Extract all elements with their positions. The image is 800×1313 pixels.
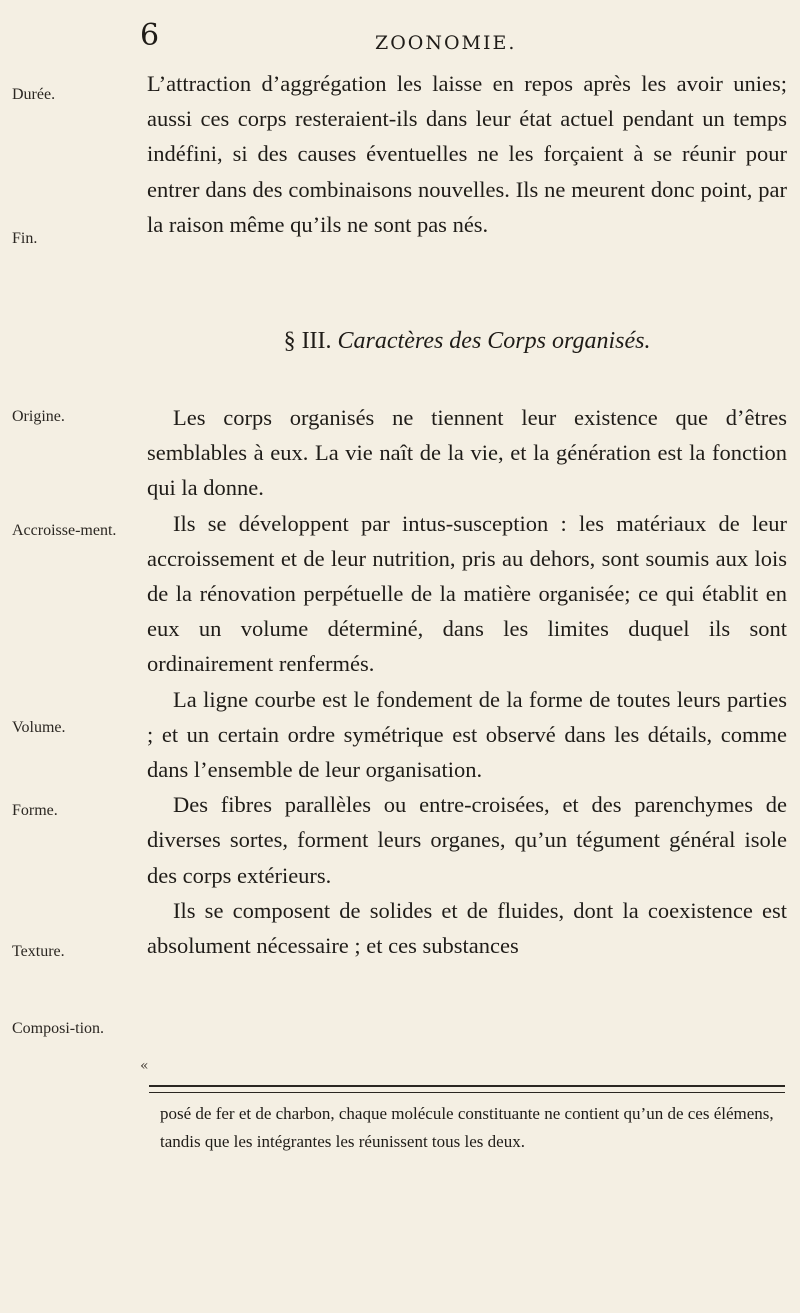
margin-notes — [0, 0, 135, 1313]
margin-note-composition: Composi-tion. — [12, 1020, 105, 1037]
margin-note-fin: Fin. — [12, 230, 38, 247]
section-heading — [147, 328, 787, 355]
paragraph-continuation — [147, 66, 787, 242]
paragraph-6: Ils se composent de solides et de fluides, dont la coexistence est absolument nécessaire ; et ces substances — [147, 897, 787, 959]
margin-note-accroissement: Accroisse-ment. — [12, 522, 117, 539]
margin-note-forme: Forme. — [12, 802, 58, 819]
section-mark: § III. — [283, 328, 332, 354]
section-title: Caractères des Corps organisés. — [337, 328, 651, 354]
margin-note-volume: Volume. — [12, 719, 66, 736]
footnote-rule — [149, 1085, 785, 1087]
margin-note-duree: Durée. — [12, 86, 56, 103]
footnote: posé de fer et de charbon, chaque molécule constituante ne contient qu’un de ces élémens, tandis que les intégrantes les réunissent tous les deux. — [160, 1104, 774, 1151]
paragraph-1: L’attraction d’aggrégation les laisse en repos après les avoir unies; aussi ces corps resteraient-ils dans leur état actuel pendant un temps indéfini, si des causes éventuelles ne les forçaient à se réunir pour entrer dans des combinaisons nouvelles. Ils ne meurent donc point, par la raison même qu’ils ne sont pas nés. — [147, 71, 787, 237]
paragraph-4: La ligne courbe est le fondement de la forme de toutes leurs parties ; et un certain ordre symétrique est observé dans les détails, comme dans l’ensemble de leur organisation. — [147, 686, 787, 783]
paragraph-5: Des fibres parallèles ou entre-croisées, et des parenchymes de diverses sortes, forment leurs organes, qu’un tégument général isole des corps extérieurs. — [147, 792, 787, 888]
footnote-rule-thin — [149, 1092, 785, 1093]
paragraph-2: Les corps organisés ne tiennent leur existence que d’êtres semblables à eux. La vie naît de la vie, et la génération est la fonction qui la donne. — [147, 405, 787, 501]
paragraph-3: Ils se développent par intus-susception : les matériaux de leur accroissement et de leur nutrition, pris au dehors, sont soumis aux lois de la rénovation perpétuelle de la matière organisée; ce qui établit en eux un volume déterminé, dans les limites duquel ils sont ordinairement renfermés. — [147, 510, 787, 677]
page-number: 6 — [140, 18, 160, 53]
margin-note-origine: Origine. — [12, 408, 65, 425]
printer-mark: « — [140, 1058, 149, 1074]
margin-note-texture: Texture. — [12, 943, 65, 960]
section-body — [147, 400, 787, 963]
running-title: ZOONOMIE. — [375, 32, 517, 54]
